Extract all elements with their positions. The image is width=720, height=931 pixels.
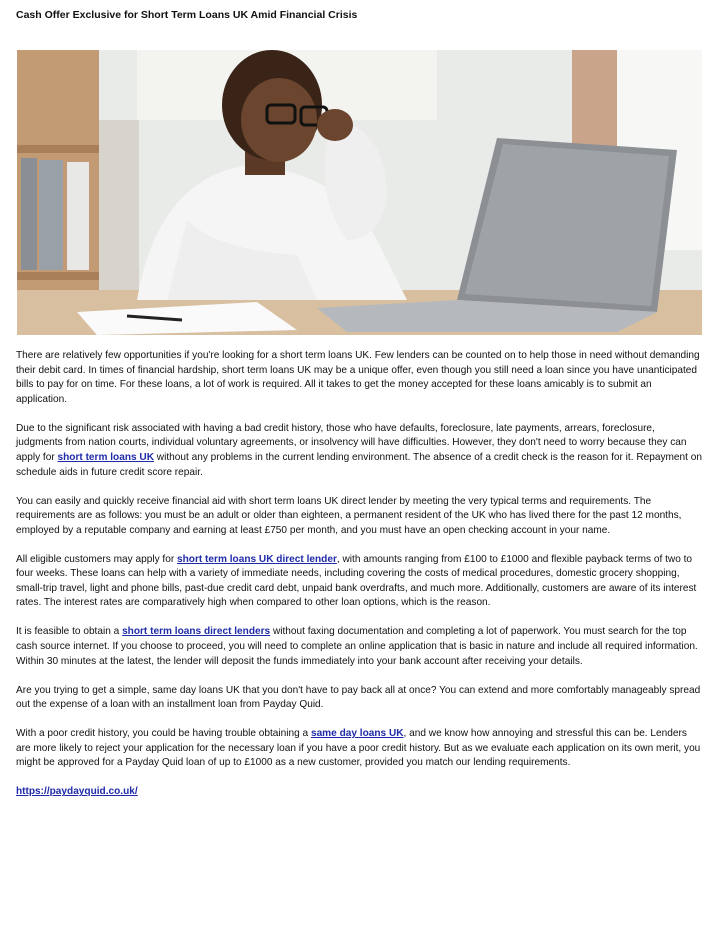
paragraph-5: It is feasible to obtain a short term loans direct lenders without faxing documentation and completing a lot of paperwork. You must search for the top cash source internet. If you choose to proceed, you will need to complete an online application that is basic in nature and include all required information. Within 30 minutes at the latest, the lender will deposit the funds immediately into your bank account after receiving your details. xyxy=(16,626,698,667)
link-short-term-loans-direct-lenders[interactable]: short term loans direct lenders xyxy=(122,626,271,638)
paragraph-7: With a poor credit history, you could be having trouble obtaining a same day loans UK, and we know how annoying and stressful this can be. Lenders are more likely to reject your application for the necessary loan if you have a poor credit history. But as we evaluate each application on its own merit, you might be approved for a Payday Quid loan of up to £1000 as a new customer, provided you match our lending requirements. xyxy=(16,728,701,769)
paragraph-1: There are relatively few opportunities if you're looking for a short term loans UK. Few lenders can be counted on to help those in need without demanding their debit card. In times of financial hardship, short term loans UK may be a unique offer, even though you still need a loan since you have unanticipated bills to pay for on time. For these loans, a lot of work is required. All it takes to get the money accepted for these loans amicably is to submit an application. xyxy=(16,350,700,405)
paragraph-3: You can easily and quickly receive financial aid with short term loans UK direct lender by meeting the very typical terms and requirements. The requirements are as follows: you must be an adult or older than eighteen, a permanent resident of the UK who has lived there for the past 12 months, employed by a reputable company and earning at least £750 per month, and you must have an open checking account in your name. xyxy=(16,495,682,536)
paragraph-6: Are you trying to get a simple, same day loans UK that you don't have to pay back all at once? You can extend and more comfortably manageably spread out the expense of a loan with an installment loan from Payday Quid. xyxy=(16,684,701,711)
link-short-term-loans-uk[interactable]: short term loans UK xyxy=(57,451,154,463)
link-short-term-loans-uk-direct-lender[interactable]: short term loans UK direct lender xyxy=(177,553,337,565)
paragraph-2: Due to the significant risk associated with having a bad credit history, those who have defaults, foreclosure, late payments, arrears, foreclosure, judgments from nation courts, individual voluntary agreements, or insolvency will have difficulties. However, they don't need to worry because they can apply for short term loans UK without any problems in the current lending environment. The absence of a credit check is the reason for it. Repayment on schedule aids in future credit score repair. xyxy=(16,422,702,478)
article-body xyxy=(16,349,702,800)
link-same-day-loans-uk[interactable]: same day loans UK xyxy=(310,728,404,740)
page-title: Cash Offer Exclusive for Short Term Loans UK Amid Financial Crisis xyxy=(16,9,358,21)
hero-image xyxy=(17,50,702,335)
site-url-link[interactable]: https://paydayquid.co.uk/ xyxy=(16,786,138,798)
paragraph-4: All eligible customers may apply for short term loans UK direct lender, with amounts ranging from £100 to £1000 and flexible payback terms of two to four weeks. These loans can help with a variety of immediate needs, including covering the costs of medical procedures, domestic grocery shopping, small-trip travel, light and phone bills, past-due credit card debt, unpaid bank overdrafts, and much more. Additionally, customers are aware of its interest rates. The interest rates are comparatively high when compared to other loan options, which is the reason. xyxy=(16,553,697,609)
